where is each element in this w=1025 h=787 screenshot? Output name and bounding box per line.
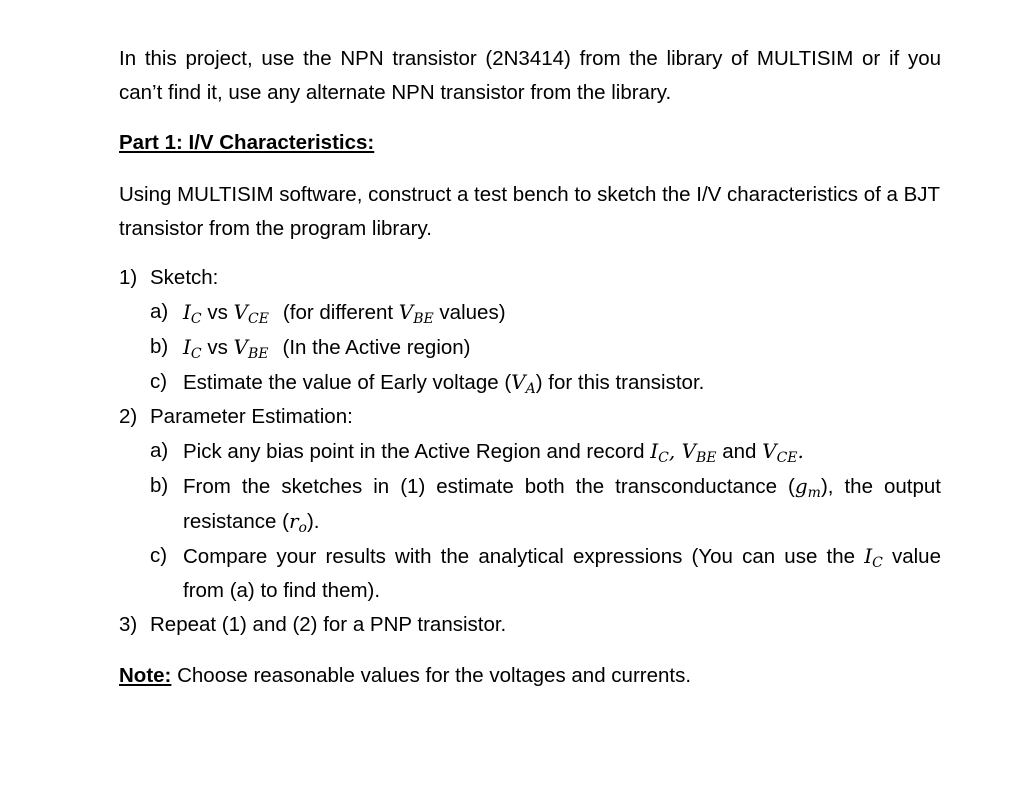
item-text: Sketch: xyxy=(150,266,219,289)
sub-item-2a: a) Pick any bias point in the Active Region and record $I_C$, $V_{BE}$ and $V_{CE}$. xyxy=(119,434,941,469)
sub-item-letter: b) xyxy=(150,335,169,358)
sub-item-text: (In the Active region) xyxy=(282,336,471,359)
sub-item-text: (for different xyxy=(282,301,399,324)
sub-item-letter: a) xyxy=(150,300,169,323)
list-item-parameter-estimation xyxy=(119,400,941,434)
sub-item-letter: b) xyxy=(150,474,169,497)
sub-item-2b: b) From the sketches in (1) estimate both the transconductance $(g_m)$, the output resistance $(r_o)$. xyxy=(119,469,941,539)
var-vce: $V_{CE}$ xyxy=(233,300,269,327)
sub-item-letter: c) xyxy=(150,544,168,567)
document-page xyxy=(119,42,941,693)
var-va: $V_A$ xyxy=(511,370,536,397)
var-gm: $g_m$ xyxy=(794,474,821,501)
var-ic: $I_C$ xyxy=(650,439,669,466)
note-text: Choose reasonable values for the voltages and currents. xyxy=(171,664,692,687)
vs-text: vs xyxy=(201,336,234,359)
sub-item-1a: a) $I_C$ vs $V_{CE}$ (for different $V_{BE}$ values) xyxy=(119,295,941,330)
item-text: Parameter Estimation: xyxy=(150,405,353,428)
note-paragraph xyxy=(119,659,941,693)
sub-item-2c: c) Compare your results with the analytical expressions (You can use the $I_C$ value from (a) to find them). xyxy=(119,539,941,608)
list-item-repeat-pnp xyxy=(119,608,941,642)
item-text: Repeat (1) and (2) for a PNP transistor. xyxy=(150,613,507,636)
var-vbe: $V_{BE}$ xyxy=(233,335,269,362)
var-ro: $r_o$ xyxy=(288,509,307,536)
task-paragraph: Using MULTISIM software, construct a test bench to sketch the I/V characteristics of a BJT transistor from the program library. xyxy=(119,183,940,240)
var-ic: $I_C$ xyxy=(864,544,883,571)
sub-item-text: Pick any bias point in the Active Region and record xyxy=(183,440,651,463)
sub-item-text: Compare your results with the analytical expressions (You can use the xyxy=(183,545,865,568)
vs-text: vs xyxy=(201,301,234,324)
part1-heading: Part 1: I/V Characteristics: xyxy=(119,131,375,154)
var-vbe: $V_{BE}$ xyxy=(681,439,717,466)
list-item-sketch xyxy=(119,261,941,295)
intro-paragraph: In this project, use the NPN transistor (2N3414) from the library of MULTISIM or if you can’t find it, use any alternate NPN transistor from the library. xyxy=(119,47,941,104)
var-vbe: $V_{BE}$ xyxy=(398,300,434,327)
item-number: 3) xyxy=(119,613,138,636)
sub-item-1c: c) Estimate the value of Early voltage $(V_A)$ for this transistor. xyxy=(119,365,941,400)
item-number: 2) xyxy=(119,405,138,428)
item-number: 1) xyxy=(119,266,138,289)
sub-item-letter: c) xyxy=(150,370,168,393)
var-ic: $I_C$ xyxy=(183,335,202,362)
var-ic: $I_C$ xyxy=(183,300,202,327)
sub-item-text: From the sketches in (1) estimate both the transconductance ( xyxy=(183,475,795,498)
var-vce: $V_{CE}$ xyxy=(762,439,798,466)
note-label: Note: xyxy=(119,664,172,687)
sub-item-1b xyxy=(119,330,941,365)
sub-item-letter: a) xyxy=(150,439,169,462)
sub-item-text: Estimate the value of Early voltage ( xyxy=(183,371,512,394)
